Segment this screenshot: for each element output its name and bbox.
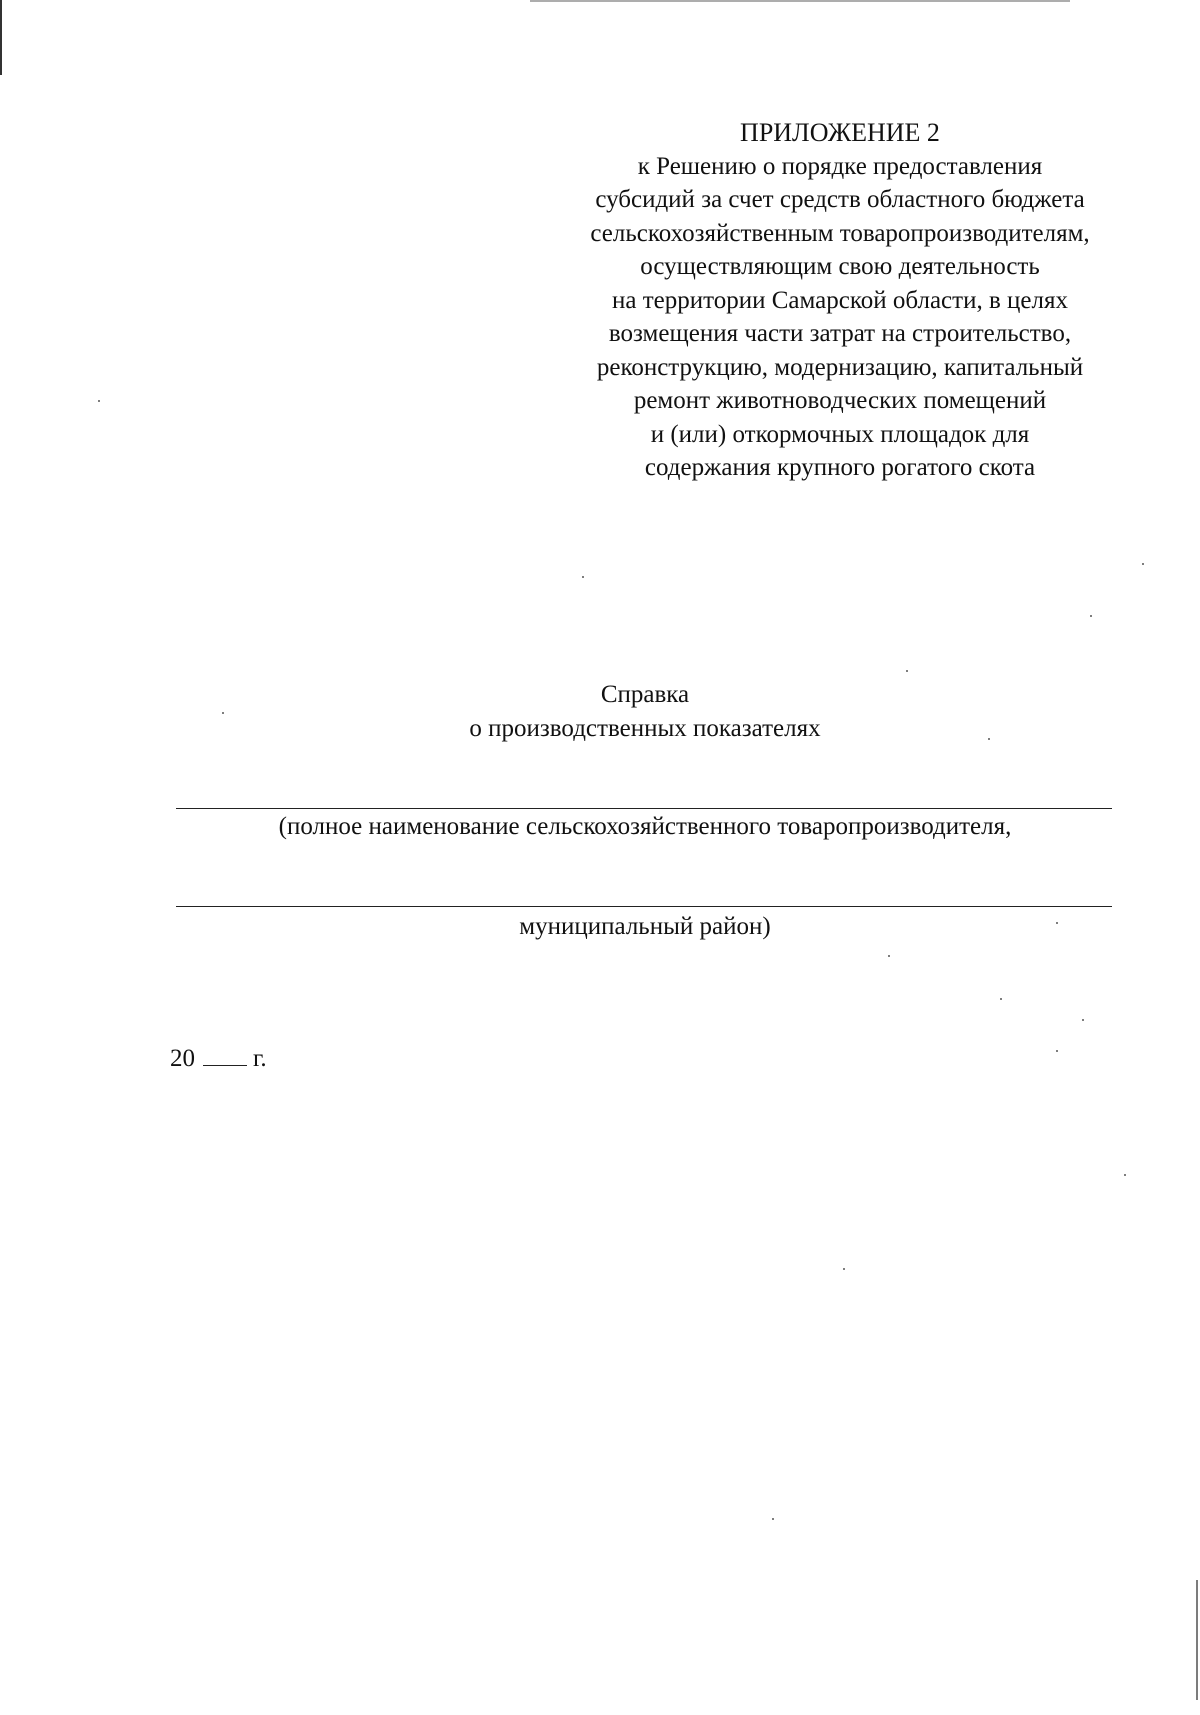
scan-speck <box>98 400 100 402</box>
scan-speck <box>582 576 584 578</box>
scan-speck <box>888 955 890 957</box>
year-suffix: г. <box>253 1045 267 1072</box>
district-caption: муниципальный район) <box>519 913 771 940</box>
appendix-line: содержания крупного рогатого скота <box>644 454 1036 481</box>
year-blank <box>203 1045 247 1066</box>
appendix-title: ПРИЛОЖЕНИЕ 2 <box>740 118 940 147</box>
scan-artifact-right-edge <box>1196 1580 1198 1700</box>
scan-artifact-left-edge <box>0 0 2 75</box>
scan-speck <box>1082 1019 1084 1021</box>
appendix-line: сельскохозяйственным товаропроизводителям, <box>590 219 1090 247</box>
appendix-line: и (или) откормочных площадок для <box>650 420 1030 448</box>
scan-speck <box>1000 998 1002 1000</box>
appendix-line: ремонт животноводческих помещений <box>633 387 1047 414</box>
appendix-line: осуществляющим свою деятельность <box>640 253 1040 280</box>
scan-speck <box>1124 1174 1126 1176</box>
document-subtitle: о производственных показателях <box>469 715 821 742</box>
scan-speck <box>772 1518 774 1520</box>
scan-speck <box>1056 1050 1058 1052</box>
district-field-line <box>176 906 1112 907</box>
appendix-header <box>530 116 1150 485</box>
appendix-line: на территории Самарской области, в целях <box>612 286 1068 314</box>
scan-speck <box>843 1268 845 1270</box>
document-title-block <box>150 678 1140 746</box>
appendix-line: реконструкцию, модернизацию, капитальный <box>596 353 1084 381</box>
producer-name-field-line <box>176 808 1112 809</box>
producer-name-caption: (полное наименование сельскохозяйственного товаропроизводителя, <box>278 813 1012 840</box>
scan-artifact-top <box>530 0 1070 2</box>
document-title: Справка <box>600 681 690 708</box>
year-prefix: 20 <box>170 1045 195 1072</box>
appendix-line: к Решению о порядке предоставления <box>637 152 1043 180</box>
scan-speck <box>1090 615 1092 617</box>
appendix-line: возмещения части затрат на строительство, <box>608 320 1072 347</box>
scan-speck <box>906 670 908 672</box>
scan-speck <box>1142 563 1144 565</box>
year-field <box>170 1044 267 1074</box>
appendix-line: субсидий за счет средств областного бюджета <box>595 186 1085 213</box>
